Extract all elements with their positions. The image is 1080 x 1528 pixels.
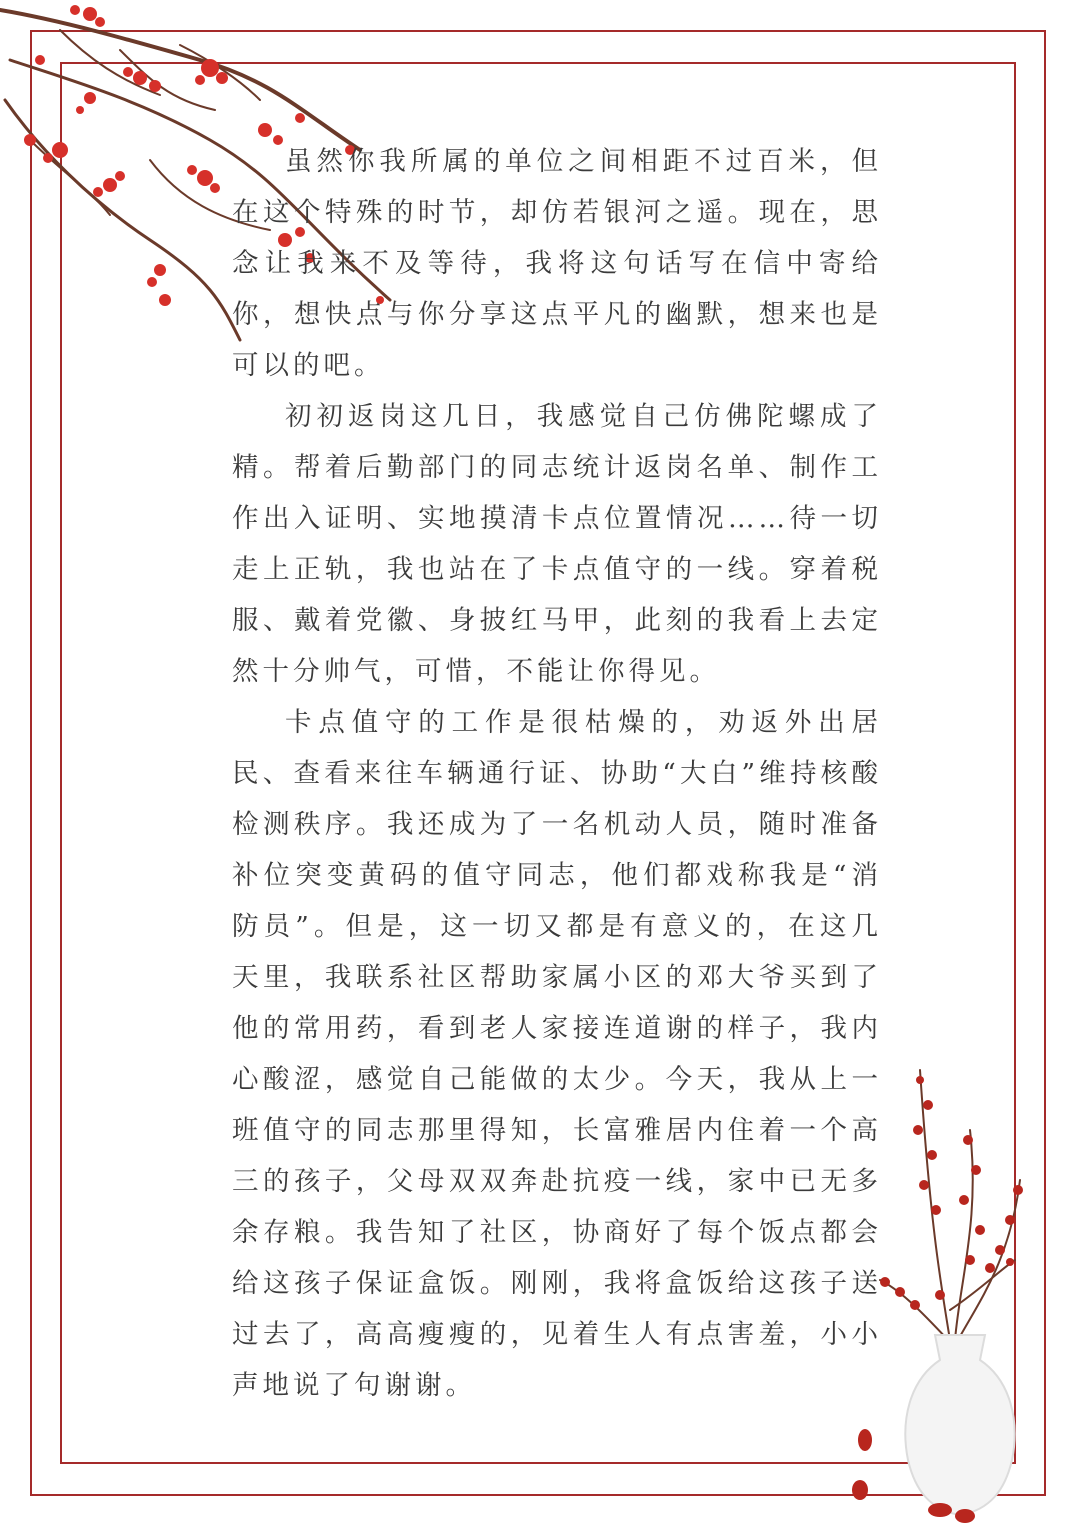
letter-paragraph: 初初返岗这几日，我感觉自己仿佛陀螺成了精。帮着后勤部门的同志统计返岗名单、制作工作出入证明、实地摸清卡点位置情况……待一切走上正轨，我也站在了卡点值守的一线。穿着税服、戴着党徽、身披红马甲，此刻的我看上去定然十分帅气，可惜，不能让你得见。 [232, 401, 882, 687]
letter-paragraph: 虽然你我所属的单位之间相距不过百米，但在这个特殊的时节，却仿若银河之遥。现在，思念让我来不及等待，我将这句话写在信中寄给你，想快点与你分享这点平凡的幽默，想来也是可以的吧。 [232, 146, 882, 381]
letter-body [232, 136, 882, 1411]
letter-paragraph: 卡点值守的工作是很枯燥的，劝返外出居民、查看来往车辆通行证、协助“大白”维持核酸检测秩序。我还成为了一名机动人员，随时准备补位突变黄码的值守同志，他们都戏称我是“消防员”。但是，这一切又都是有意义的，在这几天里，我联系社区帮助家属小区的邓大爷买到了他的常用药，看到老人家接连道谢的样子，我内心酸涩，感觉自己能做的太少。今天，我从上一班值守的同志那里得知，长富雅居内住着一个高三的孩子，父母双双奔赴抗疫一线，家中已无多余存粮。我告知了社区，协商好了每个饭点都会给这孩子保证盒饭。刚刚，我将盒饭给这孩子送过去了，高高瘦瘦的，见着生人有点害羞，小小声地说了句谢谢。 [232, 707, 882, 1401]
